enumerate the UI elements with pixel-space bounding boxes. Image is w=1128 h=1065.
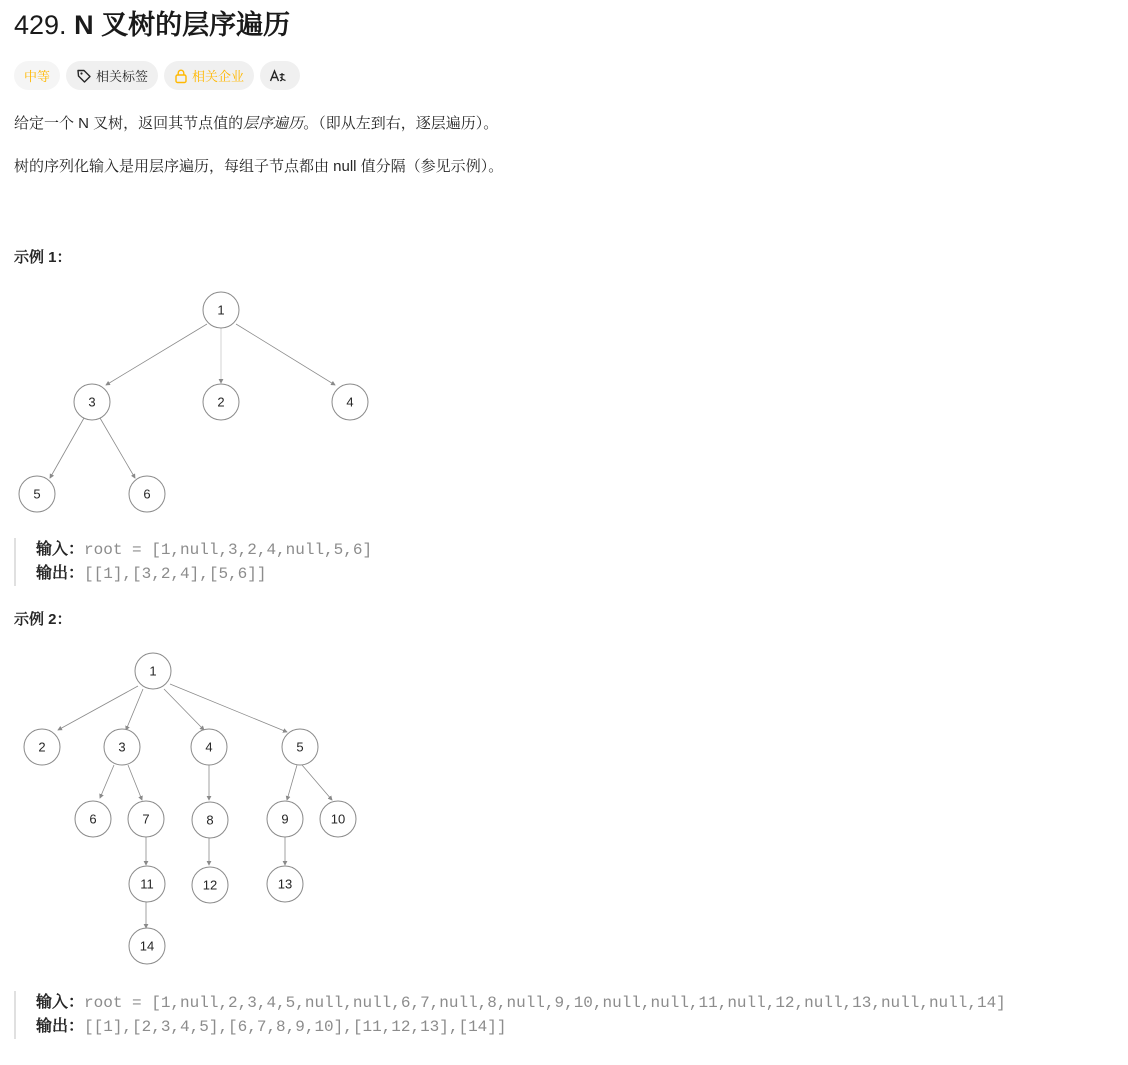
svg-text:3: 3 (118, 739, 126, 755)
tree-node (129, 928, 165, 964)
tree-node (203, 292, 239, 328)
svg-text:14: 14 (139, 938, 155, 954)
svg-text:1: 1 (217, 302, 225, 318)
tree-node (267, 866, 303, 902)
tree-node (74, 384, 110, 420)
problem-title (14, 8, 290, 42)
tree-node (320, 801, 356, 837)
tree-node (282, 729, 318, 765)
translate-button[interactable] (260, 61, 300, 90)
tree-node (267, 801, 303, 837)
example-1-io (14, 538, 372, 586)
example-2-input: 输入：root = [1,null,2,3,4,5,null,null,6,7,null,8,null,9,10,null,null,11,null,12,null,13,null,null,14] (36, 994, 1006, 1012)
related-companies-button[interactable] (164, 61, 254, 90)
tree-node (19, 476, 55, 512)
edge-1-2 (58, 686, 138, 730)
tree-node (135, 653, 171, 689)
related-topics-label: 相关标签 (96, 69, 149, 84)
svg-text:13: 13 (277, 876, 293, 892)
svg-text:5: 5 (33, 486, 41, 502)
edge-3-5 (50, 418, 84, 478)
svg-text:5: 5 (296, 739, 304, 755)
tree-node (24, 729, 60, 765)
edge-3-6 (100, 418, 135, 478)
tree-node (129, 866, 165, 902)
problem-number: 429. (14, 10, 67, 40)
svg-text:8: 8 (206, 812, 214, 828)
tree-node (192, 802, 228, 838)
edge-1-3 (126, 689, 143, 730)
edge-1-3 (106, 324, 207, 385)
edge-3-6 (100, 765, 114, 798)
example-1-output: 输出：[[1],[3,2,4],[5,6]] (36, 565, 267, 583)
svg-text:12: 12 (202, 877, 218, 893)
edge-3-7 (128, 765, 142, 800)
example-2-title: 示例 2： (14, 611, 72, 628)
problem-name: N 叉树的层序遍历 (74, 10, 291, 40)
svg-text:6: 6 (89, 811, 97, 827)
tree-node (191, 729, 227, 765)
svg-text:7: 7 (142, 811, 150, 827)
svg-text:4: 4 (205, 739, 213, 755)
description-line-2: 树的序列化输入是用层序遍历，每组子节点都由 null 值分隔（参见示例）。 (14, 158, 504, 175)
edge-5-9 (287, 765, 297, 800)
svg-text:6: 6 (143, 486, 151, 502)
tree-node (104, 729, 140, 765)
example-2-tree-diagram (0, 650, 400, 970)
tree-node (129, 476, 165, 512)
related-companies-label: 相关企业 (192, 69, 245, 84)
tree-node (203, 384, 239, 420)
svg-text:1: 1 (149, 663, 157, 679)
svg-text:4: 4 (346, 394, 354, 410)
tag-icon (76, 68, 92, 84)
description-line-1: 给定一个 N 叉树，返回其节点值的层序遍历。（即从左到右，逐层遍历）。 (14, 115, 499, 132)
svg-text:9: 9 (281, 811, 289, 827)
tree-node (128, 801, 164, 837)
svg-text:10: 10 (330, 811, 346, 827)
lock-icon (174, 68, 188, 84)
edge-5-10 (302, 765, 332, 800)
example-2-io (14, 991, 1006, 1039)
difficulty-badge: 中等 (14, 61, 60, 90)
tree-node (332, 384, 368, 420)
example-1-input: 输入：root = [1,null,3,2,4,null,5,6] (36, 541, 373, 559)
edge-1-4 (236, 324, 335, 385)
svg-text:3: 3 (88, 394, 96, 410)
tag-bar (14, 61, 300, 91)
svg-text:2: 2 (217, 394, 225, 410)
emphasis-text: 层序遍历 (243, 115, 304, 132)
related-topics-button[interactable] (66, 61, 158, 90)
translate-icon (269, 68, 287, 84)
svg-text:2: 2 (38, 739, 46, 755)
tree-node (192, 867, 228, 903)
svg-text:11: 11 (140, 876, 154, 892)
example-1-tree-diagram (0, 280, 400, 520)
example-1-title: 示例 1： (14, 249, 72, 266)
example-2-output: 输出：[[1],[2,3,4,5],[6,7,8,9,10],[11,12,13],[14]] (36, 1018, 507, 1036)
tree-node (75, 801, 111, 837)
edge-1-5 (170, 684, 287, 732)
